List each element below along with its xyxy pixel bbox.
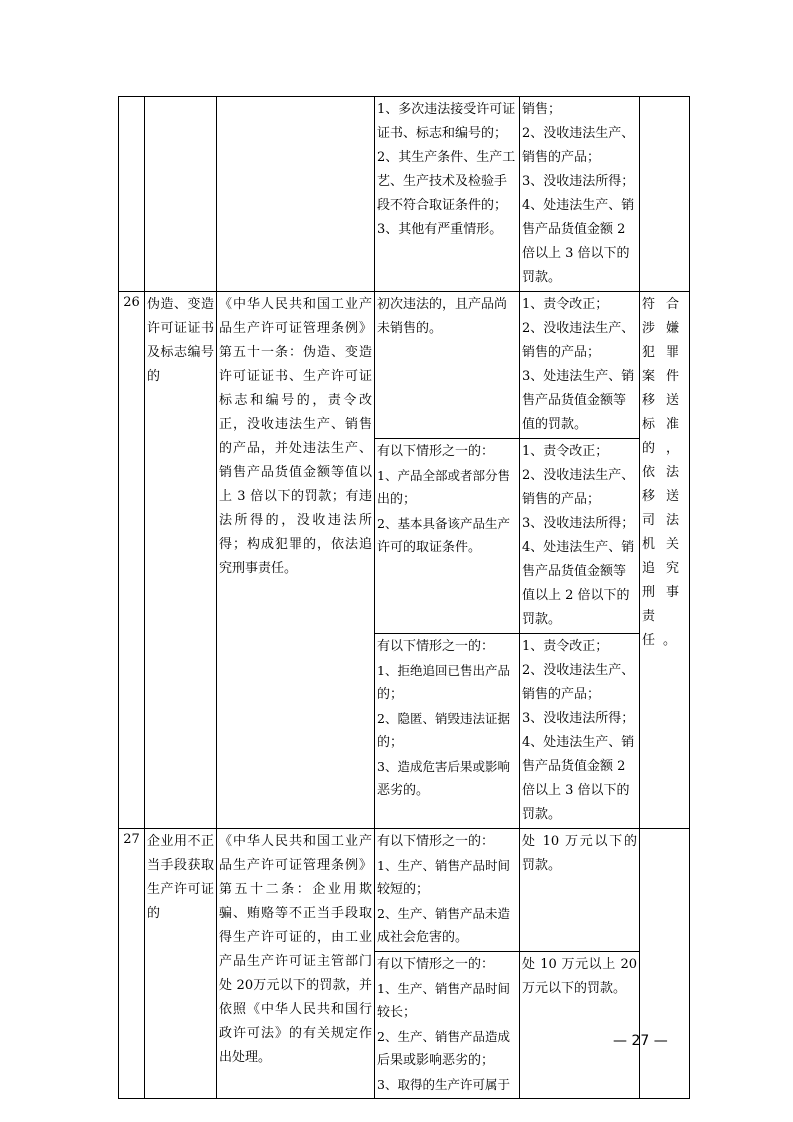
table-row-26a [119, 292, 690, 439]
text-line: 3、取得的生产许可属于 [377, 1077, 510, 1092]
text-line: 销售的产品； [522, 345, 601, 360]
text-line: 2、其生产条件、生产工 [377, 150, 516, 165]
text-line: 罚款。 [522, 807, 562, 822]
text-line: 的； [377, 735, 404, 750]
text-line: 3、处违法生产、销 [522, 369, 635, 384]
cell-condition [375, 97, 520, 292]
item-name: 企业用不正当手段获取生产许可证的 [145, 829, 217, 1099]
text-line: 未销售的。 [377, 321, 443, 336]
text-line: 有以下情形之一的： [377, 834, 495, 849]
cell-condition [375, 634, 520, 829]
transfer-note: 符合涉嫌犯罪案件移送标准的，依法移送司法机关追究刑事责任。 [640, 292, 690, 829]
text-line: 3、造成危害后果或影响 [377, 759, 510, 774]
text-line: 2、隐匿、销毁违法证据 [377, 711, 510, 726]
text-line: 3、其他有严重情形。 [377, 222, 503, 237]
legal-basis: 《中华人民共和国工业产品生产许可证管理条例》第五十二条：企业用欺骗、贿赂等不正当手段取得生产许可证的，由工业产品生产许可证主管部门处 20万元以下的罚款，并依照《中华人民共和国行政许可法》的有关规定作出处理。 [217, 829, 375, 1099]
cell-name-empty [145, 97, 217, 292]
text-line: 4、处违法生产、销 [522, 735, 635, 750]
text-line: 后果或影响恶劣的； [377, 1053, 495, 1068]
text-line: 4、处违法生产、销 [522, 540, 635, 555]
text-line: 3、没收违法所得； [522, 711, 635, 726]
text-line: 1、生产、销售产品时间 [377, 981, 510, 996]
text-line: 销售的产品； [522, 687, 601, 702]
text-line: 1、责令改正； [522, 444, 609, 459]
cell-transfer-empty [640, 97, 690, 292]
page-number: — 27 — [613, 1033, 668, 1049]
text-line: 证书、标志和编号的； [377, 126, 508, 141]
cell-condition [375, 292, 520, 439]
text-line: 有以下情形之一的： [377, 444, 495, 459]
text-line: 1、产品全部或者部分售 [377, 468, 510, 483]
text-line: 销售的产品； [522, 492, 601, 507]
text-line: 4、处违法生产、销 [522, 198, 635, 213]
cell-penalty: 处 10 万元以上 20 万元以下的罚款。 [520, 952, 640, 1099]
text-line: 1、责令改正； [522, 639, 609, 654]
text-line: 1、多次违法接受许可证 [377, 102, 516, 117]
cell-basis-empty [217, 97, 375, 292]
table-row-27a [119, 829, 690, 952]
transfer-empty [640, 829, 690, 1099]
cell-condition [375, 439, 520, 634]
text-line: 3、没收违法所得； [522, 516, 635, 531]
table-row-continued [119, 97, 690, 292]
text-line: 出的； [377, 492, 417, 507]
row-number: 26 [119, 292, 145, 829]
text-line: 销售的产品； [522, 150, 601, 165]
text-line: 2、生产、销售产品未造 [377, 906, 510, 921]
text-line: 倍以上 3 倍以下的 [522, 246, 630, 261]
cell-condition [375, 952, 520, 1099]
cell-no-empty [119, 97, 145, 292]
text-line: 罚款。 [522, 270, 562, 285]
text-line: 成社会危害的。 [377, 930, 469, 945]
text-line: 的； [377, 687, 404, 702]
text-line: 段不符合取证条件的； [377, 198, 508, 213]
text-line: 2、基本具备该产品生产 [377, 516, 510, 531]
cell-penalty [520, 97, 640, 292]
text-line: 售产品货值金额等 [522, 393, 627, 408]
legal-basis: 《中华人民共和国工业产品生产许可证管理条例》第五十一条：伪造、变造许可证证书、生产许可证标志和编号的，责令改正，没收违法生产、销售的产品，并处违法生产、销售产品货值金额等值以上 3 倍以下的罚款；有违法所得的，没收违法所得；构成犯罪的，依法追究刑事责任。 [217, 292, 375, 829]
text-line: 3、没收违法所得； [522, 174, 635, 189]
text-line: 2、生产、销售产品造成 [377, 1029, 510, 1044]
cell-penalty [520, 292, 640, 439]
text-line: 许可的取证条件。 [377, 540, 482, 555]
text-line: 有以下情形之一的： [377, 957, 495, 972]
text-line: 初次违法的，且产品尚 [377, 297, 508, 312]
text-line: 1、拒绝追回已售出产品 [377, 663, 510, 678]
text-line: 值以上 2 倍以下的 [522, 588, 630, 603]
penalty-table [118, 96, 690, 1099]
text-line: 销售； [522, 102, 562, 117]
cell-penalty [520, 634, 640, 829]
text-line: 2、没收违法生产、 [522, 663, 635, 678]
text-line: 较短的； [377, 882, 430, 897]
cell-condition [375, 829, 520, 952]
text-line: 2、没收违法生产、 [522, 126, 635, 141]
text-line: 有以下情形之一的： [377, 639, 495, 654]
text-line: 售产品货值金额等 [522, 564, 627, 579]
text-line: 售产品货值金额 2 [522, 222, 626, 237]
text-line: 恶劣的。 [377, 783, 430, 798]
item-name: 伪造、变造许可证证书及标志编号的 [145, 292, 217, 829]
text-line: 2、没收违法生产、 [522, 321, 635, 336]
text-line: 倍以上 3 倍以下的 [522, 783, 630, 798]
text-line: 较长； [377, 1005, 417, 1020]
cell-penalty: 处 10 万元以下的罚款。 [520, 829, 640, 952]
cell-penalty [520, 439, 640, 634]
text-line: 1、生产、销售产品时间 [377, 858, 510, 873]
text-line: 售产品货值金额 2 [522, 759, 626, 774]
text-line: 值的罚款。 [522, 417, 588, 432]
text-line: 罚款。 [522, 612, 562, 627]
text-line: 艺、生产技术及检验手 [377, 174, 508, 189]
text-line: 1、责令改正； [522, 297, 609, 312]
text-line: 2、没收违法生产、 [522, 468, 635, 483]
row-number: 27 [119, 829, 145, 1099]
